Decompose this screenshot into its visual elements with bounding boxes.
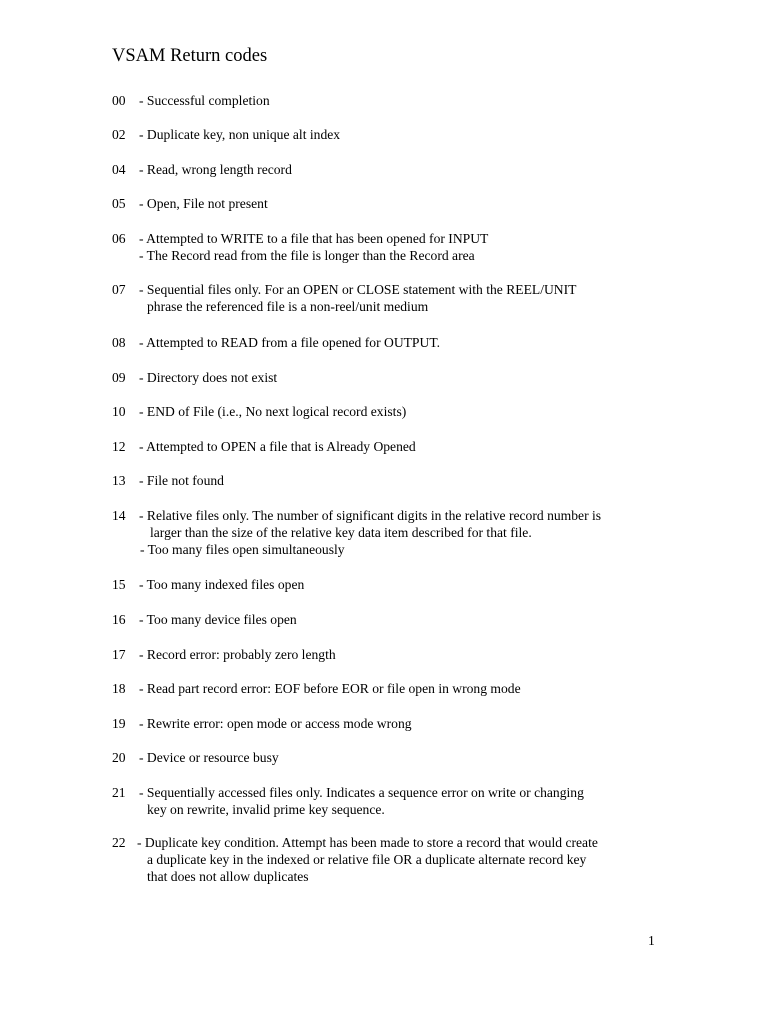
code-description-continued: phrase the referenced file is a non-reel/unit medium xyxy=(147,299,429,315)
code-description: - File not found xyxy=(139,473,224,488)
return-code: 20 xyxy=(112,750,126,765)
return-code: 17 xyxy=(112,647,126,662)
return-code: 02 xyxy=(112,127,126,142)
code-description: - Open, File not present xyxy=(139,196,268,211)
code-description: - Sequential files only. For an OPEN or CLOSE statement with the REEL/UNIT xyxy=(139,282,577,297)
return-code: 05 xyxy=(112,196,126,211)
code-description-continued: - The Record read from the file is longer than the Record area xyxy=(139,248,475,264)
page-number: 1 xyxy=(648,933,655,948)
code-description: - Successful completion xyxy=(139,93,270,108)
return-code: 00 xyxy=(112,93,126,108)
code-description: - Attempted to READ from a file opened for OUTPUT. xyxy=(139,335,441,350)
code-description: - Attempted to OPEN a file that is Already Opened xyxy=(139,439,416,454)
return-code: 18 xyxy=(112,681,126,696)
code-description: - Directory does not exist xyxy=(139,370,278,385)
return-code: 08 xyxy=(112,335,126,350)
code-description: - Device or resource busy xyxy=(139,750,279,765)
code-description: - Duplicate key condition. Attempt has been made to store a record that would create xyxy=(137,835,598,850)
return-code: 21 xyxy=(112,785,126,800)
code-description: - Relative files only. The number of significant digits in the relative record number is xyxy=(139,508,602,523)
code-description: - Sequentially accessed files only. Indicates a sequence error on write or changing xyxy=(139,785,584,800)
code-description: - Read, wrong length record xyxy=(139,162,292,177)
return-code: 09 xyxy=(112,370,126,385)
page-title: VSAM Return codes xyxy=(112,46,268,66)
code-description: - Too many indexed files open xyxy=(139,577,305,592)
code-description: - Rewrite error: open mode or access mode wrong xyxy=(139,716,412,731)
return-code: 04 xyxy=(112,162,126,177)
code-description: - Record error: probably zero length xyxy=(139,647,336,662)
return-code: 06 xyxy=(112,231,126,246)
return-code: 14 xyxy=(112,508,126,523)
return-code: 10 xyxy=(112,404,126,419)
code-description-continued: a duplicate key in the indexed or relative file OR a duplicate alternate record key xyxy=(147,852,587,868)
code-description: - END of File (i.e., No next logical record exists) xyxy=(139,404,407,419)
return-code: 22 xyxy=(112,835,126,850)
code-description: - Read part record error: EOF before EOR or file open in wrong mode xyxy=(139,681,521,696)
code-description-continued: - Too many files open simultaneously xyxy=(140,542,345,558)
code-description-continued: key on rewrite, invalid prime key sequence. xyxy=(147,802,385,818)
code-description-continued: larger than the size of the relative key data item described for that file. xyxy=(150,525,532,541)
return-code: 12 xyxy=(112,439,126,454)
return-code: 16 xyxy=(112,612,126,627)
code-description-continued: that does not allow duplicates xyxy=(147,869,309,885)
return-code: 19 xyxy=(112,716,126,731)
return-code: 07 xyxy=(112,282,126,297)
code-description: - Duplicate key, non unique alt index xyxy=(139,127,341,142)
code-description: - Too many device files open xyxy=(139,612,297,627)
code-description: - Attempted to WRITE to a file that has been opened for INPUT xyxy=(139,231,489,246)
return-code: 13 xyxy=(112,473,126,488)
return-code: 15 xyxy=(112,577,126,592)
